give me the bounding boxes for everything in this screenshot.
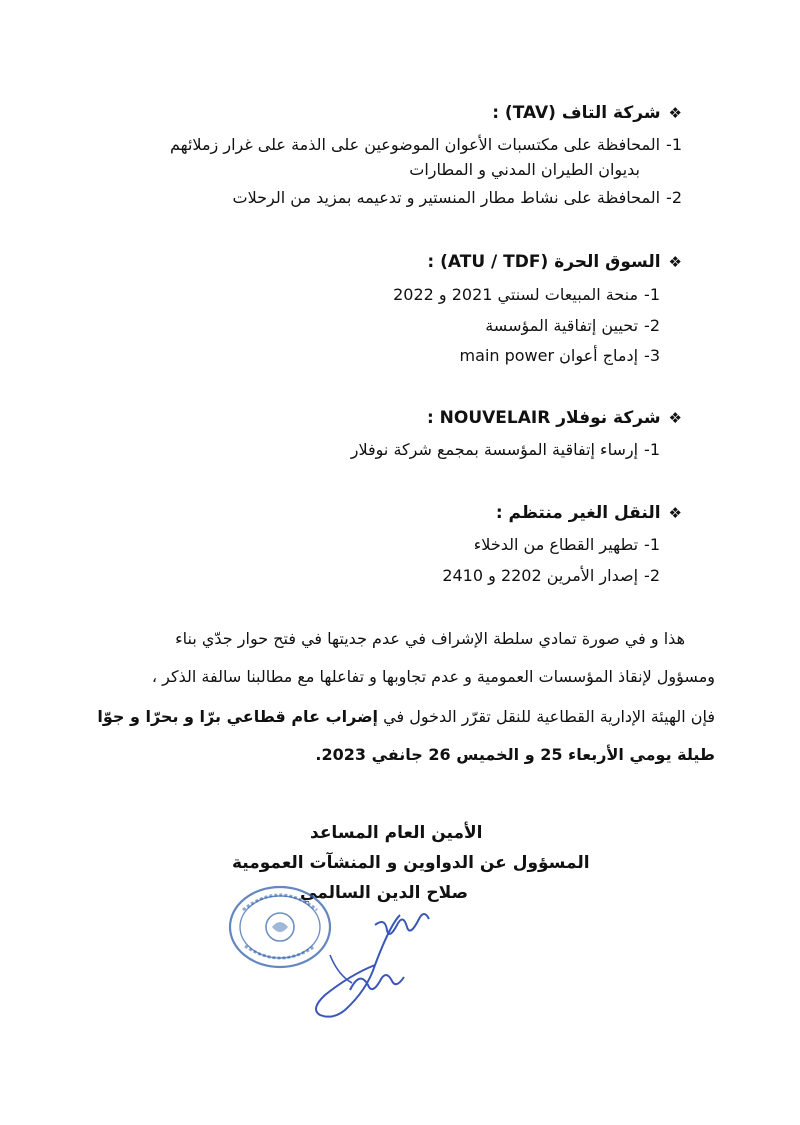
- list-item: 1-منحة المبيعات لسنتي 2021 و 2022: [393, 285, 660, 304]
- list-item: 2-تحيين إتفاقية المؤسسة: [485, 316, 660, 335]
- diamond-bullet-icon: ❖: [668, 253, 682, 271]
- diamond-bullet-icon: ❖: [668, 409, 682, 427]
- signature-title: الأمين العام المساعد: [310, 823, 483, 843]
- list-item: 1-إرساء إتفاقية المؤسسة بمجمع شركة نوفلار: [350, 440, 660, 459]
- closing-line-1: هذا و في صورة تمادي سلطة الإشراف في عدم جديتها في فتح حوار جدّي بناء: [175, 629, 685, 648]
- diamond-bullet-icon: ❖: [668, 504, 682, 522]
- section-heading-nouvelair: ❖شركة نوفلار NOUVELAIR :: [426, 408, 682, 428]
- list-item: 2-المحافظة على نشاط مطار المنستير و تدعيمه بمزيد من الرحلات: [232, 188, 682, 207]
- list-item: 1-المحافظة على مكتسبات الأعوان الموضوعين على الذمة على غرار زملائهم: [169, 135, 682, 154]
- signature-role: المسؤول عن الدواوين و المنشآت العمومية: [232, 853, 590, 873]
- signature-name: صلاح الدين السالمي: [300, 883, 469, 903]
- section-heading-tav: ❖شركة التاف (TAV) :: [492, 103, 682, 123]
- list-item: 3-إدماج أعوان main power: [459, 346, 660, 365]
- list-item: 1-تطهير القطاع من الدخلاء: [473, 535, 660, 554]
- strike-announcement: إضراب عام قطاعي برّا و بحرّا و جوّا: [97, 707, 379, 726]
- list-item: 2-إصدار الأمرين 2202 و 2410: [442, 566, 660, 585]
- section-heading-duty-free: ❖السوق الحرة (ATU / TDF) :: [427, 252, 682, 272]
- handwritten-signature-icon: [290, 895, 440, 1025]
- diamond-bullet-icon: ❖: [668, 104, 682, 122]
- closing-line-2: ومسؤول لإنقاذ المؤسسات العمومية و عدم تجاوبها و تفاعلها مع مطالبنا سالفة الذكر ،: [151, 667, 715, 686]
- section-heading-irregular-transport: ❖النقل الغير منتظم :: [495, 503, 682, 523]
- closing-line-3: فإن الهيئة الإدارية القطاعية للنقل تقرّر الدخول في إضراب عام قطاعي برّا و بحرّا و جوّا: [97, 707, 715, 726]
- closing-line-4: طيلة يومي الأربعاء 25 و الخميس 26 جانفي 2023.: [315, 745, 715, 764]
- list-item-continuation: بديوان الطيران المدني و المطارات: [409, 160, 640, 179]
